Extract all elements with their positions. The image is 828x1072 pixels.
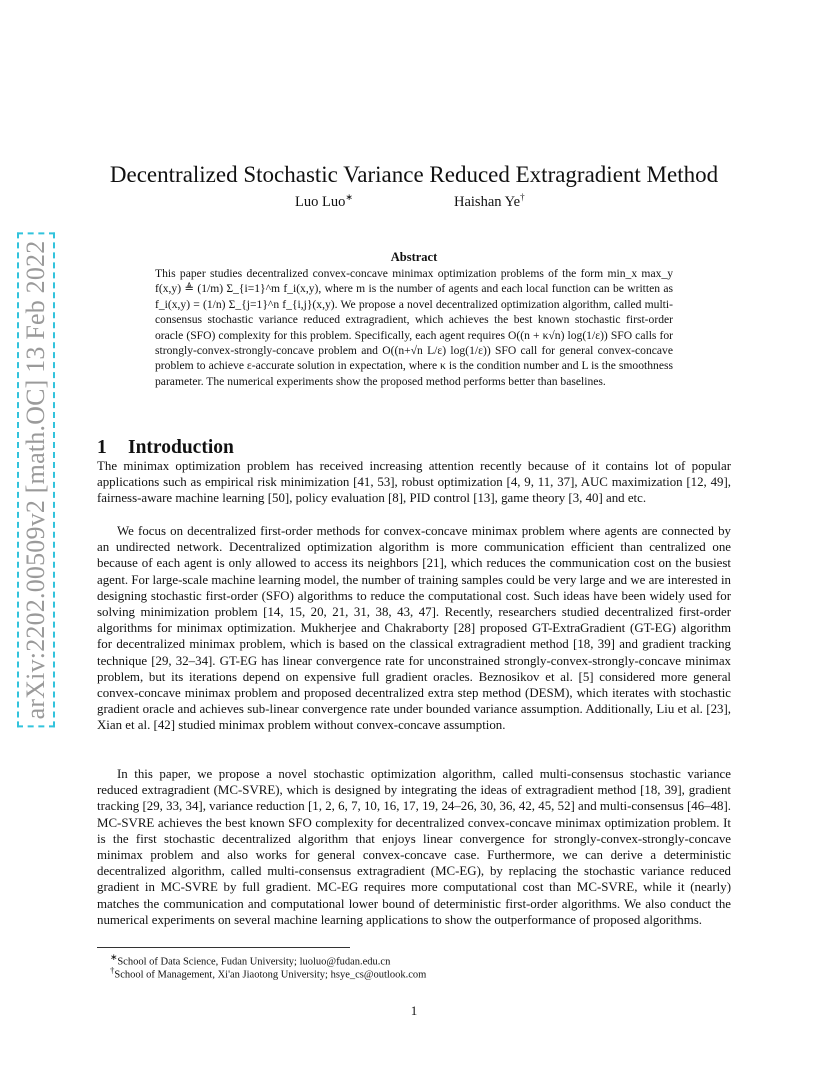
author-name: Haishan Ye [454,193,521,210]
paragraph-2: We focus on decentralized first-order methods for convex-concave minimax problem where agents are connected by an undirected network. Decentralized optimization algorithm is more communication efficient than centralized one because of each agent is only allowed to access its neighbors [21], which reduces the communication cost on the busiest agent. For large-scale machine learning model, the number of training samples could be very large and we are interested in designing stochastic first-order (SFO) algorithms to reduce the computational cost. Such ideas have been widely used for solving minimization problem [14, 15, 20, 21, 31, 38, 43, 47]. Recently, researchers studied decentralized first-order algorithms for minimax optimization. Mukherjee and Chakraborty [28] proposed GT-ExtraGradient (GT-EG) algorithm for decentralized minimax problem, which is based on the classical extragradient method [18, 39] and gradient tracking technique [29, 32–34]. GT-EG has linear convergence rate for unconstrained strongly-convex-strongly-concave minimax problem, but its iterations depend on expensive full gradient oracles. Beznosikov et al. [5] considered more general convex-concave minimax problem and proposed decentralized extra step method (DESM), which iterates with stochastic gradient oracle and achieves sub-linear convergence rate under bounded variance assumption. Additionally, Liu et al. [23], Xian et al. [42] studied minimax problem without convex-concave assumption. [97,524,731,733]
page-number: 1 [410,1003,418,1018]
arxiv-identifier: arXiv:2202.00509v2 [math.OC] 13 Feb 2022 [17,233,55,728]
author-2 [454,192,525,211]
footnote-mark: † [110,965,115,975]
footnote-text: School of Management, Xi'an Jiaotong University; hsye_cs@outlook.com [114,969,427,981]
section-title: Introduction [128,437,234,459]
section-number: 1 [97,437,107,459]
footnote-2 [110,965,426,981]
author-name: Luo Luo [295,193,346,210]
paper-title: Decentralized Stochastic Variance Reduced Extragradient Method [109,162,719,188]
author-mark: ∗ [345,192,353,202]
paragraph-3: In this paper, we propose a novel stochastic optimization algorithm, called multi-consensus stochastic variance reduced extragradient (MC-SVRE), which is designed by integrating the ideas of extragradient method [18, 39], gradient tracking [29, 33, 34], variance reduction [1, 2, 6, 7, 10, 16, 17, 19, 24–26, 30, 36, 42, 45, 52] and multi-consensus [46–48]. MC-SVRE achieves the best known SFO complexity for decentralized convex-concave minimax optimization problem. It is the first stochastic decentralized algorithm that enjoys linear convergence for strongly-convex-strongly-concave minimax problem and also works for general convex-concave case. Furthermore, we can derive a deterministic decentralized algorithm, called multi-consensus extragradient (MC-EG), by replacing the stochastic variance reduced gradient in MC-SVRE by full gradient. MC-EG requires more computational cost than MC-SVRE, while it (nearly) matches the communication and computational lower bound of deterministic first-order algorithms. We also conduct the numerical experiments on several machine learning applications to show the outperformance of proposed algorithms. [97,767,731,927]
paragraph-1: The minimax optimization problem has received increasing attention recently because of it contains lot of popular applications such as empirical risk minimization [41, 53], robust optimization [4, 9, 11, 37], AUC maximization [12, 49], fairness-aware machine learning [50], policy evaluation [8], PID control [13], game theory [3, 40] and etc. [97,459,731,506]
arxiv-stamp [22,235,50,725]
footnote-text: School of Data Science, Fudan University; luoluo@fudan.edu.cn [117,956,391,968]
section-heading [97,437,234,459]
abstract-heading: Abstract [390,250,438,264]
author-1 [295,192,353,211]
footnote-mark: ∗ [110,952,118,962]
author-mark: † [520,192,525,202]
footnote-divider [97,947,350,948]
abstract-text: This paper studies decentralized convex-concave minimax optimization problems of the form min_x max_y f(x,y) ≜ (1/m) Σ_{i=1}^m f_i(x,y), where m is the number of agents and each local function can be written as f_i(x,y) = (1/n) Σ_{j=1}^n f_{i,j}(x,y). We propose a novel decentralized optimization algorithm, called multi-consensus stochastic variance reduced extragradient, which achieves the best known stochastic first-order oracle (SFO) complexity for this problem. Specifically, each agent requires O((n + κ√n) log(1/ε)) SFO calls for strongly-convex-strongly-concave problem and O((n+√n L/ε) log(1/ε)) SFO call for general convex-concave problem to achieve ε-accurate solution in expectation, where κ is the condition number and L is the smoothness parameter. The numerical experiments show the proposed method performs better than baselines. [155,267,673,388]
